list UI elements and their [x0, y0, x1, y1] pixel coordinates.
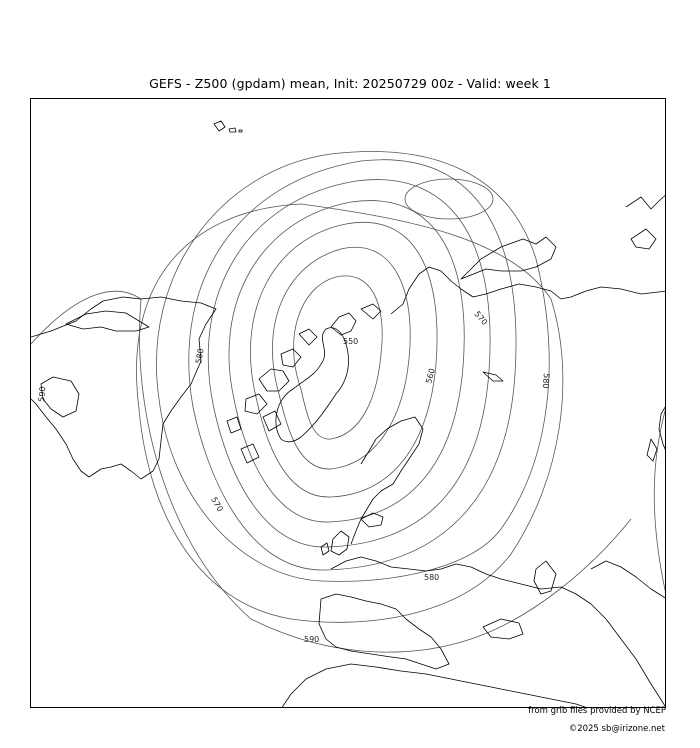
contour-label: 560	[424, 367, 437, 385]
coastline-kamchatka-region	[626, 194, 666, 249]
coastline-wrangel	[483, 372, 503, 381]
contour-label: 590	[37, 386, 48, 403]
coastline-iceland	[361, 513, 383, 527]
contour-label: 580	[540, 372, 551, 389]
contour-550	[294, 276, 383, 439]
contour-575	[189, 160, 516, 570]
contour-label: 570	[209, 495, 225, 514]
map-title: GEFS - Z500 (gpdam) mean, Init: 20250729 00z - Valid: week 1	[149, 76, 551, 91]
coastlines	[31, 121, 666, 708]
coastline-iberia-mediterranean	[319, 594, 449, 669]
map-frame	[30, 98, 666, 708]
coastline-north-africa	[281, 664, 591, 708]
coastline-small-island	[214, 121, 242, 132]
coastline-hudson-bay	[41, 377, 79, 417]
coastline-black-sea	[483, 619, 523, 639]
contour-590	[31, 291, 631, 652]
coastline-greenland	[276, 328, 349, 442]
contour-label: 580	[424, 573, 440, 582]
contour-label: 570	[472, 309, 490, 327]
contour-label: 550	[343, 337, 359, 346]
coastline-caspian	[534, 561, 556, 594]
coastline-europe	[331, 557, 666, 708]
coastline-british-isles	[321, 531, 349, 555]
data-source-credit: from grib files provided by NCEP	[528, 706, 666, 716]
contour-565	[229, 201, 464, 522]
copyright-credit: ©2025 sb@irizone.net	[568, 724, 665, 734]
contour-label: 580	[194, 347, 206, 365]
closed-contour-north-pacific	[405, 179, 493, 219]
coastline-alaska	[66, 311, 149, 331]
polar-stereographic-map	[31, 99, 666, 708]
z500-contours	[31, 151, 666, 652]
coastline-east-asia	[647, 404, 666, 461]
coastline-china	[591, 561, 666, 599]
coastline-north-america	[31, 297, 216, 479]
contour-label: 590	[304, 635, 320, 644]
contour-580	[156, 151, 549, 581]
